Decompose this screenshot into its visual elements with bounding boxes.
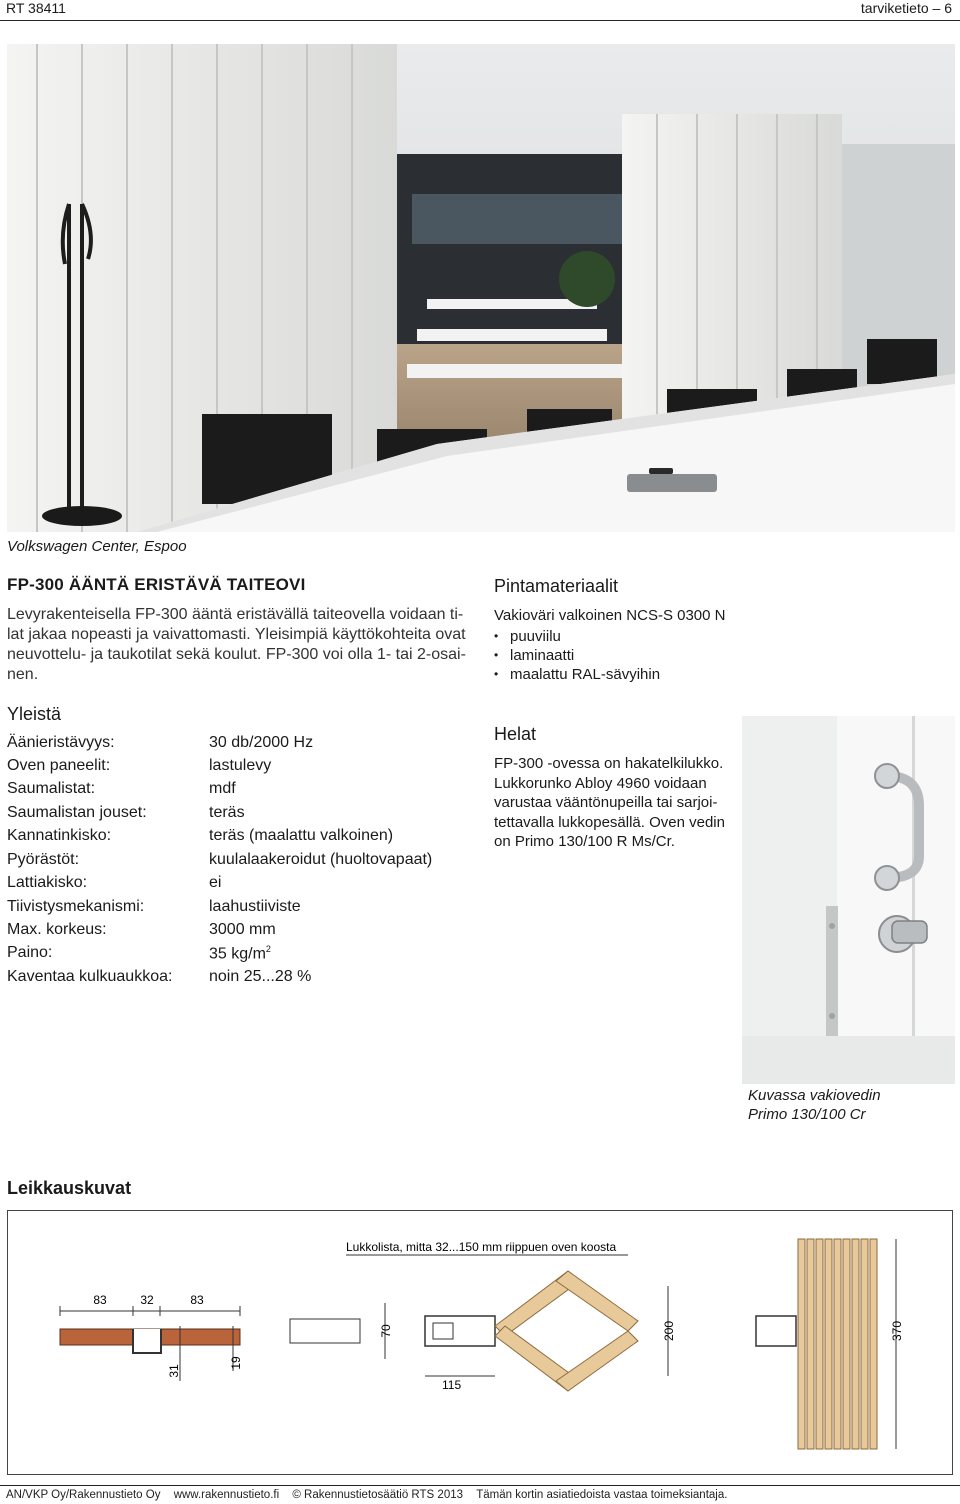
footer-rule [0, 1485, 960, 1486]
footer [6, 1489, 727, 1501]
section-name: tarviketieto [860, 0, 929, 16]
seam-profile-drawing [60, 1293, 243, 1381]
page-number: 6 [944, 0, 952, 16]
dim-label: 115 [442, 1378, 462, 1392]
fittings-heading: Helat [494, 724, 537, 744]
list-item: • maalattu RAL-sävyihin [494, 665, 660, 684]
stacked-panels-drawing [798, 1239, 877, 1449]
spec-label: Oven paneelit: [7, 757, 111, 774]
dim-label: 83 [93, 1293, 107, 1307]
spec-value: ei [209, 874, 222, 891]
spec-label: Paino: [7, 944, 53, 961]
handle-caption: Kuvassa vakiovedin Primo 130/100 Cr [748, 1087, 881, 1123]
intro-line: nen. [7, 666, 39, 683]
product-title: FP-300 ÄÄNTÄ ERISTÄVÄ TAITEOVI [7, 575, 306, 594]
dim-label: 19 [229, 1356, 243, 1370]
surface-options [494, 627, 660, 684]
door-handle-photo [742, 716, 955, 1084]
spec-label: Saumalistan jouset: [7, 804, 147, 821]
list-item: • laminaatti [494, 646, 660, 665]
spec-label: Saumalistat: [7, 780, 96, 797]
product-intro [7, 605, 477, 685]
intro-line: neuvottelu- ja taukotilat sekä koulut. FP-300 voi olla 1- tai 2-osai- [7, 646, 466, 663]
footer-note: Tämän kortin asiatiedoista vastaa toimeksiantaja. [476, 1489, 728, 1501]
sections-heading: Leikkauskuvat [7, 1178, 132, 1198]
fittings-line: tettavalla lukkopesällä. Oven vedin [494, 813, 725, 831]
surface-heading: Pintamateriaalit [494, 576, 619, 596]
page-header-right: tarviketieto – 6 [860, 0, 952, 16]
doc-id: RT 38411 [6, 0, 66, 16]
general-heading: Yleistä [7, 704, 62, 724]
spec-label: Kaventaa kulkuaukkoa: [7, 968, 173, 985]
spec-list [7, 734, 477, 994]
fittings-line: varustaa vääntönupeilla tai sarjoi- [494, 794, 718, 811]
footer-copyright: © Rakennustietosäätiö RTS 2013 [292, 1489, 464, 1501]
spec-label: Kannatinkisko: [7, 827, 112, 844]
spec-value: mdf [209, 780, 236, 797]
fittings-line: FP-300 -ovessa on hakatelkilukko. [494, 755, 724, 772]
spec-label: Äänieristävyys: [7, 734, 115, 751]
spec-value: 3000 mm [209, 921, 276, 938]
spec-value: laahustiiviste [209, 898, 301, 915]
spec-label: Pyörästöt: [7, 851, 80, 868]
dim-label: 370 [890, 1320, 904, 1342]
dim-label: 31 [167, 1364, 181, 1378]
room-photo [7, 44, 955, 532]
spec-value: 35 $kg/m^2$ [209, 944, 271, 963]
spec-value: 30 db/2000 Hz [209, 734, 314, 751]
fittings-text [494, 754, 739, 852]
dim-label: 70 [379, 1324, 393, 1338]
surface-standard: Vakioväri valkoinen NCS-S 0300 N [494, 607, 726, 624]
header-rule [0, 20, 960, 21]
folding-door-section [290, 1271, 796, 1392]
dim-label: 32 [140, 1293, 154, 1307]
spec-value: noin 25...28 % [209, 968, 312, 985]
spec-label: Max. korkeus: [7, 921, 107, 938]
spec-label: Lattiakisko: [7, 874, 88, 891]
dim-label: 83 [190, 1293, 204, 1307]
photo-caption: Volkswagen Center, Espoo [7, 538, 187, 555]
section-drawing-box [7, 1210, 953, 1475]
footer-org: AN/VKP Oy/Rakennustieto Oy [6, 1489, 161, 1501]
lock-strip-note: Lukkolista, mitta 32...150 mm riippuen oven koosta [346, 1240, 617, 1254]
spec-value: lastulevy [209, 757, 272, 774]
dim-label: 200 [662, 1320, 676, 1342]
spec-label: Tiivistysmekanismi: [7, 898, 145, 915]
fittings-line: on Primo 130/100 R Ms/Cr. [494, 833, 675, 850]
fittings-line: Lukkorunko Abloy 4960 voidaan [494, 774, 707, 792]
list-item: • puuviilu [494, 627, 660, 646]
intro-line: Levyrakenteisella FP-300 ääntä eristävällä taiteovella voidaan ti- [7, 606, 464, 623]
spec-value: teräs (maalattu valkoinen) [209, 827, 394, 844]
spec-value: kuulalaakeroidut (huoltovapaat) [209, 851, 433, 868]
footer-url[interactable]: www.rakennustieto.fi [173, 1489, 280, 1501]
intro-line: lat jakaa nopeasti ja vaivattomasti. Yleisimpiä käyttökohteita ovat [7, 626, 466, 643]
spec-value: teräs [209, 804, 245, 821]
